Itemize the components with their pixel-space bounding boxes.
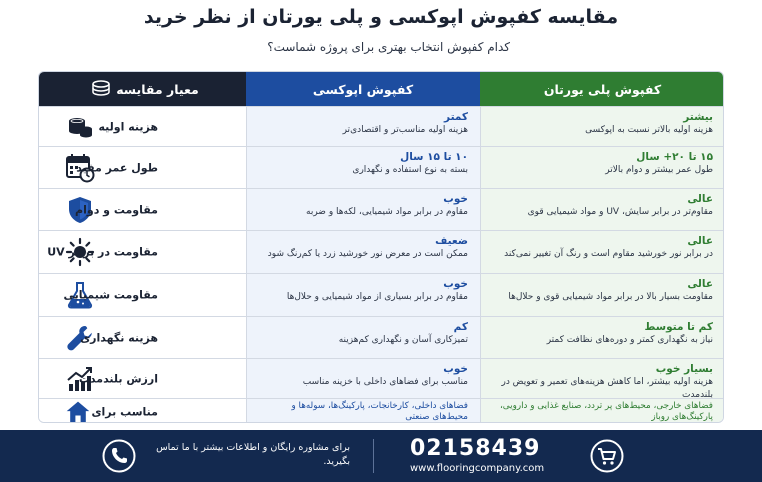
pu-value: بیشتر <box>683 111 713 123</box>
epoxy-value: کم <box>453 321 468 333</box>
pu-desc: هزینه اولیه بیشتر، اما کاهش هزینه‌های تعمیر و تعویض در بلندمدت <box>501 377 713 398</box>
pu-cell <box>480 231 724 273</box>
pu-value: عالی <box>687 278 713 290</box>
footer-divider <box>373 439 374 473</box>
pu-desc: مقاوم‌تر در برابر سایش، UV و مواد شیمیایی قوی <box>527 207 713 217</box>
pu-desc: نیاز به نگهداری کمتر و دوره‌های نظافت کمتر <box>546 335 713 345</box>
coins-stack-icon <box>91 80 111 98</box>
epoxy-value: ضعیف <box>435 235 468 247</box>
epoxy-cell <box>246 231 480 273</box>
phone-icon[interactable] <box>102 439 136 473</box>
criterion-cell <box>39 274 246 316</box>
table-row <box>39 106 724 146</box>
table-row <box>39 230 724 273</box>
epoxy-cell <box>246 274 480 316</box>
cart-icon[interactable] <box>590 439 624 473</box>
pu-value: ۱۵ تا ۲۰+ سال <box>636 151 713 163</box>
criterion-cell <box>39 317 246 358</box>
table-row <box>39 398 724 423</box>
criterion-label: طول عمر مفید <box>76 161 158 174</box>
header-criteria <box>39 72 246 106</box>
criterion-cell <box>39 189 246 230</box>
epoxy-desc: هزینه اولیه مناسب‌تر و اقتصادی‌تر <box>342 125 468 135</box>
criterion-label: مقاومت و دوام <box>75 203 158 216</box>
epoxy-value: ۱۰ تا ۱۵ سال <box>400 151 468 163</box>
pu-cell <box>480 317 724 358</box>
criterion-label: مناسب برای <box>91 405 158 418</box>
table-row <box>39 316 724 358</box>
consult-text: برای مشاوره رایگان و اطلاعات بیشتر با ما تماس بگیرید. <box>156 442 350 467</box>
epoxy-value: کمتر <box>444 111 468 123</box>
pu-desc: طول عمر بیشتر و دوام بالاتر <box>605 165 713 175</box>
epoxy-desc: مقاوم در برابر مواد شیمیایی، لکه‌ها و ضربه <box>306 207 468 217</box>
pu-desc: هزینه اولیه بالاتر نسبت به اپوکسی <box>585 125 713 135</box>
criterion-cell <box>39 147 246 188</box>
epoxy-desc: تمیزکاری آسان و نگهداری کم‌هزینه <box>338 335 468 345</box>
table-row <box>39 188 724 230</box>
pu-desc: فضاهای خارجی، محیط‌های پر تردد، صنایع غذایی و دارویی، پارکینگ‌های روباز <box>499 401 713 422</box>
criterion-label: مقاومت شیمیایی <box>63 288 158 302</box>
criterion-label: مقاومت در برابر UV <box>47 245 158 259</box>
criterion-cell <box>39 359 246 398</box>
criterion-label: هزینه اولیه <box>98 120 158 133</box>
epoxy-desc: ممکن است در معرض نور خورشید زرد یا کم‌رنگ شود <box>267 249 468 259</box>
criterion-cell <box>39 231 246 273</box>
pu-value: کم تا متوسط <box>644 321 713 333</box>
pu-cell <box>480 189 724 230</box>
table-row <box>39 358 724 398</box>
epoxy-cell <box>246 359 480 398</box>
epoxy-value: خوب <box>443 193 468 205</box>
epoxy-desc: بسته به نوع استفاده و نگهداری <box>352 165 468 175</box>
epoxy-cell <box>246 399 480 423</box>
comparison-table <box>38 71 724 423</box>
page-title: مقایسه کفپوش اپوکسی و پلی یورتان از نظر خرید <box>143 6 619 28</box>
header-pu: کفپوش پلی یورتان <box>480 72 724 106</box>
epoxy-value: خوب <box>443 363 468 375</box>
epoxy-desc: فضاهای داخلی، کارخانجات، پارکینگ‌ها، سوله‌ها و محیط‌های صنعتی <box>291 401 468 422</box>
coins-icon <box>65 112 95 142</box>
criterion-label: ارزش بلندمدت <box>78 372 158 385</box>
epoxy-cell <box>246 189 480 230</box>
pu-value: بسیار خوب <box>655 363 713 375</box>
phone-number[interactable]: 02158439 <box>410 436 541 461</box>
epoxy-value: خوب <box>443 278 468 290</box>
criterion-label: هزینه نگهداری <box>80 331 158 344</box>
criterion-cell <box>39 107 246 146</box>
table-row <box>39 146 724 188</box>
pu-cell <box>480 147 724 188</box>
epoxy-cell <box>246 147 480 188</box>
pu-cell <box>480 359 724 398</box>
footer-bar <box>0 430 762 482</box>
pu-cell <box>480 399 724 423</box>
epoxy-desc: مقاوم در برابر بسیاری از مواد شیمیایی و حلال‌ها <box>286 292 468 302</box>
pu-cell <box>480 274 724 316</box>
pu-cell <box>480 107 724 146</box>
table-row <box>39 273 724 316</box>
epoxy-cell <box>246 317 480 358</box>
pu-desc: در برابر نور خورشید مقاوم است و رنگ آن تغییر نمی‌کند <box>504 249 713 259</box>
page-subtitle: کدام کفپوش انتخاب بهتری برای پروژه شماست؟ <box>267 40 510 54</box>
header-epoxy: کفپوش اپوکسی <box>246 72 480 106</box>
website-link[interactable]: www.flooringcompany.com <box>410 463 545 474</box>
home-icon <box>65 399 91 423</box>
epoxy-desc: مناسب برای فضاهای داخلی با خزینه مناسب <box>302 377 468 387</box>
criterion-cell <box>39 399 246 423</box>
header-criteria-label: معیار مقایسه <box>116 81 199 97</box>
epoxy-cell <box>246 107 480 146</box>
pu-value: عالی <box>687 235 713 247</box>
pu-value: عالی <box>687 193 713 205</box>
pu-desc: مقاومت بسیار بالا در برابر مواد شیمیایی قوی و حلال‌ها <box>508 292 713 302</box>
